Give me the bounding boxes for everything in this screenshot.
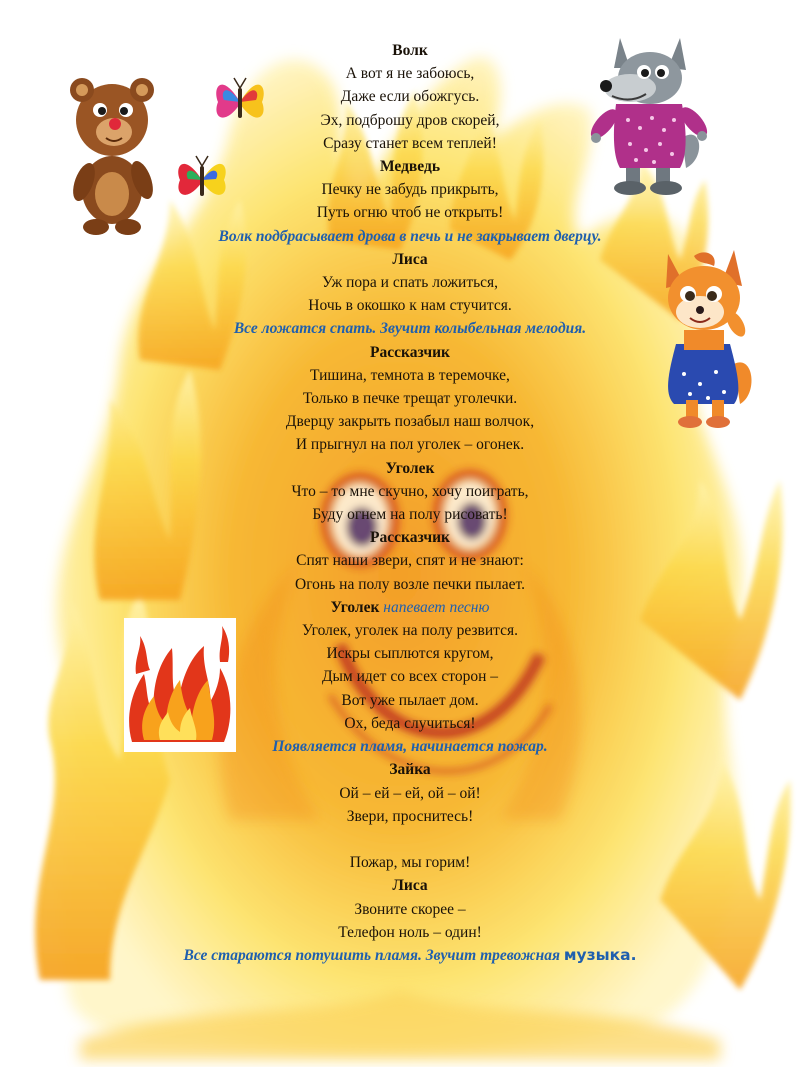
stage-direction: Все ложатся спать. Звучит колыбельная мелодия. (233, 320, 587, 338)
verse-line: Дверцу закрыть позабыл наш волчок, (285, 413, 535, 431)
stage-direction (100, 944, 720, 967)
speaker-name: Лиса (392, 250, 428, 268)
verse-line: Даже если обожгусь. (340, 88, 480, 106)
verse-line: Тишина, темнота в теремочке, (310, 366, 510, 384)
verse-line: Телефон ноль – один! (338, 923, 482, 941)
stage-direction: Появляется пламя, начинается пожар. (272, 738, 548, 756)
verse-line: Ой – ей – ей, ой – ой! (339, 784, 481, 802)
blank-line (100, 828, 720, 851)
verse-line: Эх, подброшу дров скорей, (320, 111, 500, 129)
verse-line: И прыгнул на пол уголек – огонек. (295, 436, 525, 454)
verse-line: Печку не забудь прикрыть, (321, 181, 499, 199)
speaker-name: Уголек (385, 459, 435, 477)
verse-line: Звоните скорее – (354, 900, 466, 918)
verse-line: Уголек, уголек на полу резвится. (302, 622, 518, 640)
play-script (100, 39, 720, 967)
speaker-name: Медведь (379, 158, 441, 176)
verse-line: Путь огню чтоб не открыть! (316, 204, 504, 222)
verse-line: Искры сыплются кругом, (326, 645, 494, 663)
speaker-name: Рассказчик (370, 529, 450, 547)
verse-line: Дым идет со всех сторон – (321, 668, 499, 686)
verse-line: Пожар, мы горим! (349, 854, 471, 872)
speaker-name: Волк (392, 42, 428, 59)
verse-line: Уж пора и спать ложиться, (321, 274, 499, 292)
speaker-name: Рассказчик (370, 343, 450, 361)
verse-line: Ох, беда случиться! (344, 714, 476, 732)
verse-line: Буду огнем на полу рисовать! (312, 506, 508, 524)
stage-note: напевает песню (383, 598, 490, 616)
speaker-name: Уголек (330, 598, 380, 616)
verse-line: Спят наши звери, спят и не знают: (296, 552, 524, 570)
stage-direction: Волк подбрасывает дрова в печь и не закрывает дверцу. (218, 227, 602, 245)
verse-line: Звери, проснитесь! (346, 807, 474, 825)
verse-line: А вот я не забоюсь, (345, 65, 475, 83)
stage-direction-text: Все стараются потушить пламя. Звучит тревожная (183, 946, 560, 964)
speaker-line-with-note (100, 596, 720, 619)
verse-line: Вот уже пылает дом. (341, 691, 479, 709)
speaker-name: Зайка (389, 761, 431, 779)
verse-line: Огонь на полу возле печки пылает. (295, 575, 525, 593)
verse-line: Сразу станет всем теплей! (323, 134, 497, 152)
verse-line: Только в печке трещат уголечки. (302, 390, 518, 408)
verse-line: Что – то мне скучно, хочу поиграть, (291, 482, 529, 500)
speaker-name: Лиса (392, 877, 428, 895)
stage-direction-music-word: музыка. (563, 945, 637, 964)
verse-line: Ночь в окошко к нам стучится. (308, 297, 512, 315)
